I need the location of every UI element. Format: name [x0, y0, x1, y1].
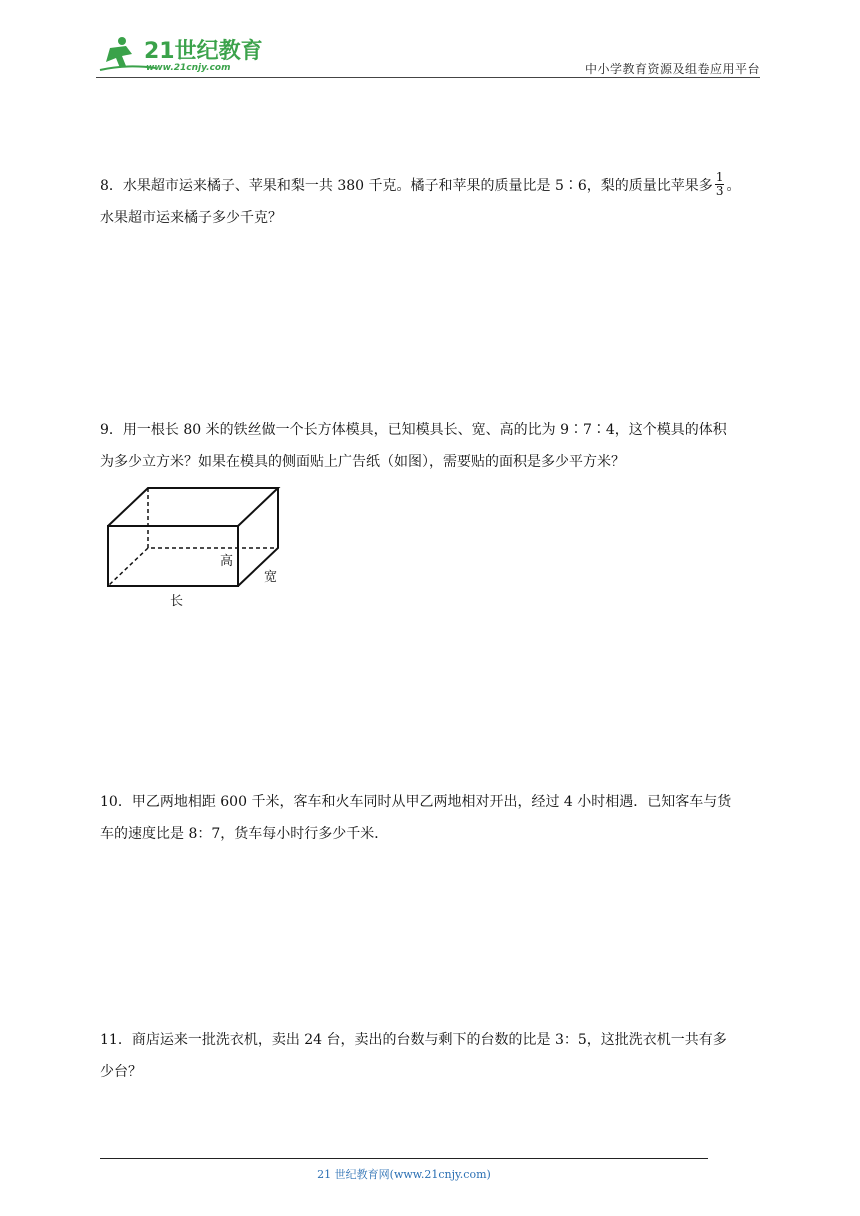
page-header	[96, 30, 760, 78]
question-10-number: 10．	[100, 794, 132, 810]
question-8-line1	[100, 170, 760, 202]
question-8	[100, 170, 760, 234]
question-11-number: 11．	[100, 1032, 132, 1048]
logo-url: www.21cnjy.com	[146, 63, 231, 73]
question-8-line2: 水果超市运来橘子多少千克？	[100, 210, 282, 226]
fraction-denominator: 3	[715, 183, 724, 198]
figure-label-width: 宽	[264, 570, 278, 585]
question-11-line2: 少台？	[100, 1064, 142, 1080]
question-10-line1	[100, 786, 760, 818]
site-logo[interactable]	[96, 34, 266, 74]
figure-label-length: 长	[170, 594, 184, 609]
question-10-text: 甲乙两地相距 600 千米，客车和火车同时从甲乙两地相对开出，经过 4 小时相遇．已知客车与货	[131, 794, 732, 810]
question-10	[100, 786, 760, 850]
question-11-text: 商店运来一批洗衣机，卖出 24 台，卖出的台数与剩下的台数的比是 3：5，这批洗衣机一共有多	[131, 1032, 727, 1048]
header-tagline: 中小学教育资源及组卷应用平台	[584, 62, 760, 76]
question-8-text: 水果超市运来橘子、苹果和梨一共 380 千克。橘子和苹果的质量比是 5∶6，梨的质量比苹果多	[122, 178, 713, 194]
cuboid-figure	[100, 482, 290, 612]
footer-divider	[100, 1158, 708, 1159]
question-8-text-end: 。	[726, 178, 741, 194]
fraction-numerator: 1	[715, 169, 724, 184]
question-8-number: 8．	[100, 178, 123, 194]
question-10-line2: 车的速度比是 8：7，货车每小时行多少千米．	[100, 826, 389, 842]
figure-label-height: 高	[220, 554, 234, 569]
question-9-text: 用一根长 80 米的铁丝做一个长方体模具，已知模具长、宽、高的比为 9∶7∶4，这个模具的体积	[122, 422, 727, 438]
question-9-line1	[100, 414, 760, 446]
fraction-one-third	[715, 171, 725, 198]
question-11-line1	[100, 1024, 760, 1056]
question-9-number: 9．	[100, 422, 123, 438]
question-9	[100, 414, 760, 478]
footer-link[interactable]: 21 世纪教育网(www.21cnjy.com)	[317, 1168, 491, 1181]
logo-text: 21世纪教育	[144, 39, 263, 64]
question-9-line2: 为多少立方米？如果在模具的侧面贴上广告纸（如图），需要贴的面积是多少平方米？	[100, 454, 625, 470]
header-divider	[96, 77, 760, 78]
question-11	[100, 1024, 760, 1088]
